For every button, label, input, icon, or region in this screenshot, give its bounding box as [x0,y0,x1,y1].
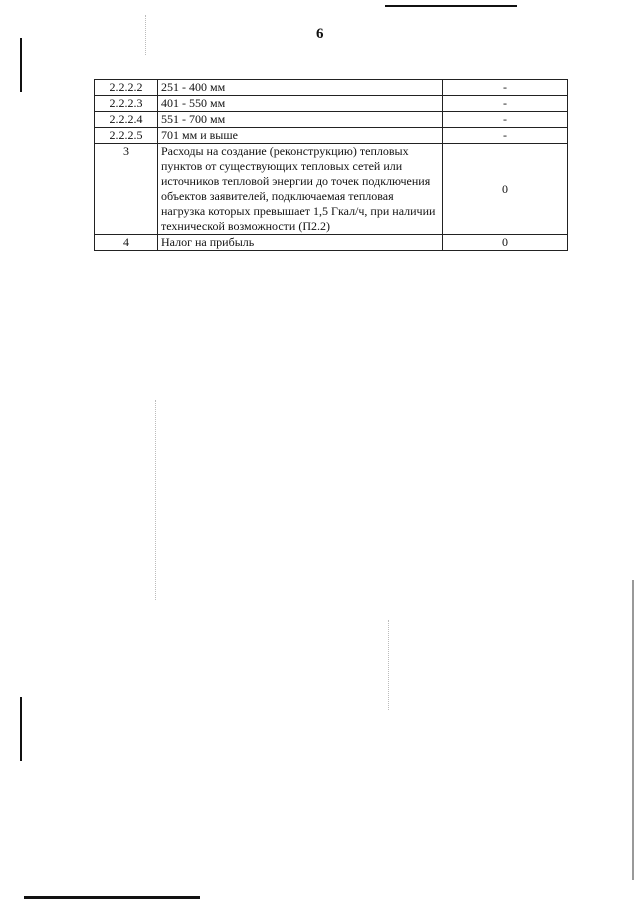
row-value: - [443,80,568,96]
table-row [95,96,568,112]
row-number: 4 [95,235,158,251]
scan-artifact-bottom [24,896,200,899]
row-description: 551 - 700 мм [158,112,443,128]
scan-artifact-left-bottom [20,697,22,761]
scan-artifact-top-right [385,5,517,7]
table-row [95,128,568,144]
row-value: - [443,96,568,112]
row-value: - [443,128,568,144]
row-number: 3 [95,144,158,235]
row-number: 2.2.2.4 [95,112,158,128]
scan-artifact-dots [388,620,389,710]
row-value: 0 [443,144,568,235]
table-row [95,235,568,251]
row-number: 2.2.2.3 [95,96,158,112]
row-description: 701 мм и выше [158,128,443,144]
scan-artifact-right [632,580,634,880]
row-value: 0 [443,235,568,251]
row-number: 2.2.2.2 [95,80,158,96]
row-description: 401 - 550 мм [158,96,443,112]
row-description: Налог на прибыль [158,235,443,251]
table-row [95,112,568,128]
row-value: - [443,112,568,128]
scan-artifact-left-top [20,38,22,92]
page-number: 6 [316,26,324,42]
row-number: 2.2.2.5 [95,128,158,144]
cost-table [94,79,568,251]
row-description: 251 - 400 мм [158,80,443,96]
table-row [95,144,568,235]
row-description: Расходы на создание (реконструкцию) тепловых пунктов от существующих тепловых сетей или источников тепловой энергии до точек подключения объектов заявителей, подключаемая тепловая нагрузка которых превышает 1,5 Гкал/ч, при наличии технической возможности (П2.2) [158,144,443,235]
table-row [95,80,568,96]
scan-artifact-dots [155,400,156,600]
